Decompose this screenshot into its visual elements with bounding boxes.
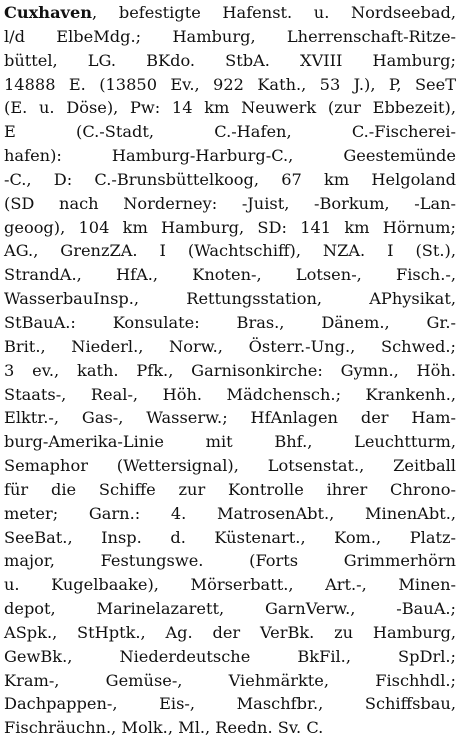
entry-line-20: Semaphor (Wettersignal), Lotsenstat., Zeitball (4, 456, 456, 476)
entry-line-29: Kram-, Gemüse-, Viehmärkte, Fischhdl.; (4, 670, 456, 690)
entry-line-22: meter; Garn.: 4. MatrosenAbt., MinenAbt., (4, 503, 456, 523)
entry-line-16: 3 ev., kath. Pfk., Garnisonkirche: Gymn., Höh. (4, 360, 456, 380)
entry-line-28: GewBk., Niederdeutsche BkFil., SpDrl.; (4, 646, 456, 666)
entry-line-1 (4, 1, 456, 25)
entry-line-14: StBauA.: Konsulate: Bras., Dänem., Gr.- (4, 312, 456, 332)
entry-line-6: E (C.-Stadt, C.-Hafen, C.-Fischerei- (4, 122, 456, 142)
entry-line-13: WasserbauInsp., Rettungsstation, APhysikat, (4, 289, 456, 309)
entry-line-10: geoog), 104 km Hamburg, SD: 141 km Hörnum; (4, 217, 456, 237)
entry-line-25: u. Kugelbaake), Mörserbatt., Art.-, Minen- (4, 575, 456, 595)
entry-line-7: hafen): Hamburg-Harburg-C., Geestemünde (4, 146, 456, 166)
entry-line-23: SeeBat., Insp. d. Küstenart., Kom., Platz- (4, 527, 456, 547)
entry-line-9: (SD nach Norderney: -Juist, -Borkum, -Lan- (4, 193, 456, 213)
entry-line-1-text: , befestigte Hafenst. u. Nordseebad, (92, 3, 456, 22)
entry-line-18: Elktr.-, Gas-, Wasserw.; HfAnlagen der Ham- (4, 408, 456, 428)
entry-headword: Cuxhaven (4, 3, 93, 22)
entry-line-30: Dachpappen-, Eis-, Maschfbr., Schiffsbau, (4, 694, 456, 714)
entry-line-11: AG., GrenzZA. I (Wachtschiff), NZA. I (St.), (4, 241, 456, 261)
entry-line-3: büttel, LG. BKdo. StbA. XVIII Hamburg; (4, 50, 456, 70)
entry-line-26: depot, Marinelazarett, GarnVerw., -BauA.; (4, 599, 456, 619)
entry-line-27: ASpk., StHptk., Ag. der VerBk. zu Hamburg, (4, 622, 456, 642)
entry-line-15: Brit., Niederl., Norw., Österr.-Ung., Schwed.; (4, 336, 456, 356)
entry-line-17: Staats-, Real-, Höh. Mädchensch.; Krankenh., (4, 384, 456, 404)
entry-line-5: (E. u. Döse), Pw: 14 km Neuwerk (zur Ebbezeit), (4, 98, 456, 118)
entry-line-19: burg-Amerika-Linie mit Bhf., Leuchtturm, (4, 432, 456, 452)
entry-line-2: l/d ElbeMdg.; Hamburg, Lherrenschaft-Ritze- (4, 26, 456, 46)
gazetteer-entry (4, 1, 456, 740)
entry-line-31: Fischräuchn., Molk., Ml., Reedn. Sv. C. (4, 718, 324, 738)
entry-line-24: major, Festungswe. (Forts Grimmerhörn (4, 551, 456, 571)
entry-line-21: für die Schiffe zur Kontrolle ihrer Chrono- (4, 479, 456, 499)
entry-line-4: 14888 E. (13850 Ev., 922 Kath., 53 J.), P, SeeT (4, 74, 456, 94)
entry-line-8: -C., D: C.-Brunsbüttelkoog, 67 km Helgoland (4, 169, 456, 189)
entry-line-12: StrandA., HfA., Knoten-, Lotsen-, Fisch.-, (4, 265, 456, 285)
